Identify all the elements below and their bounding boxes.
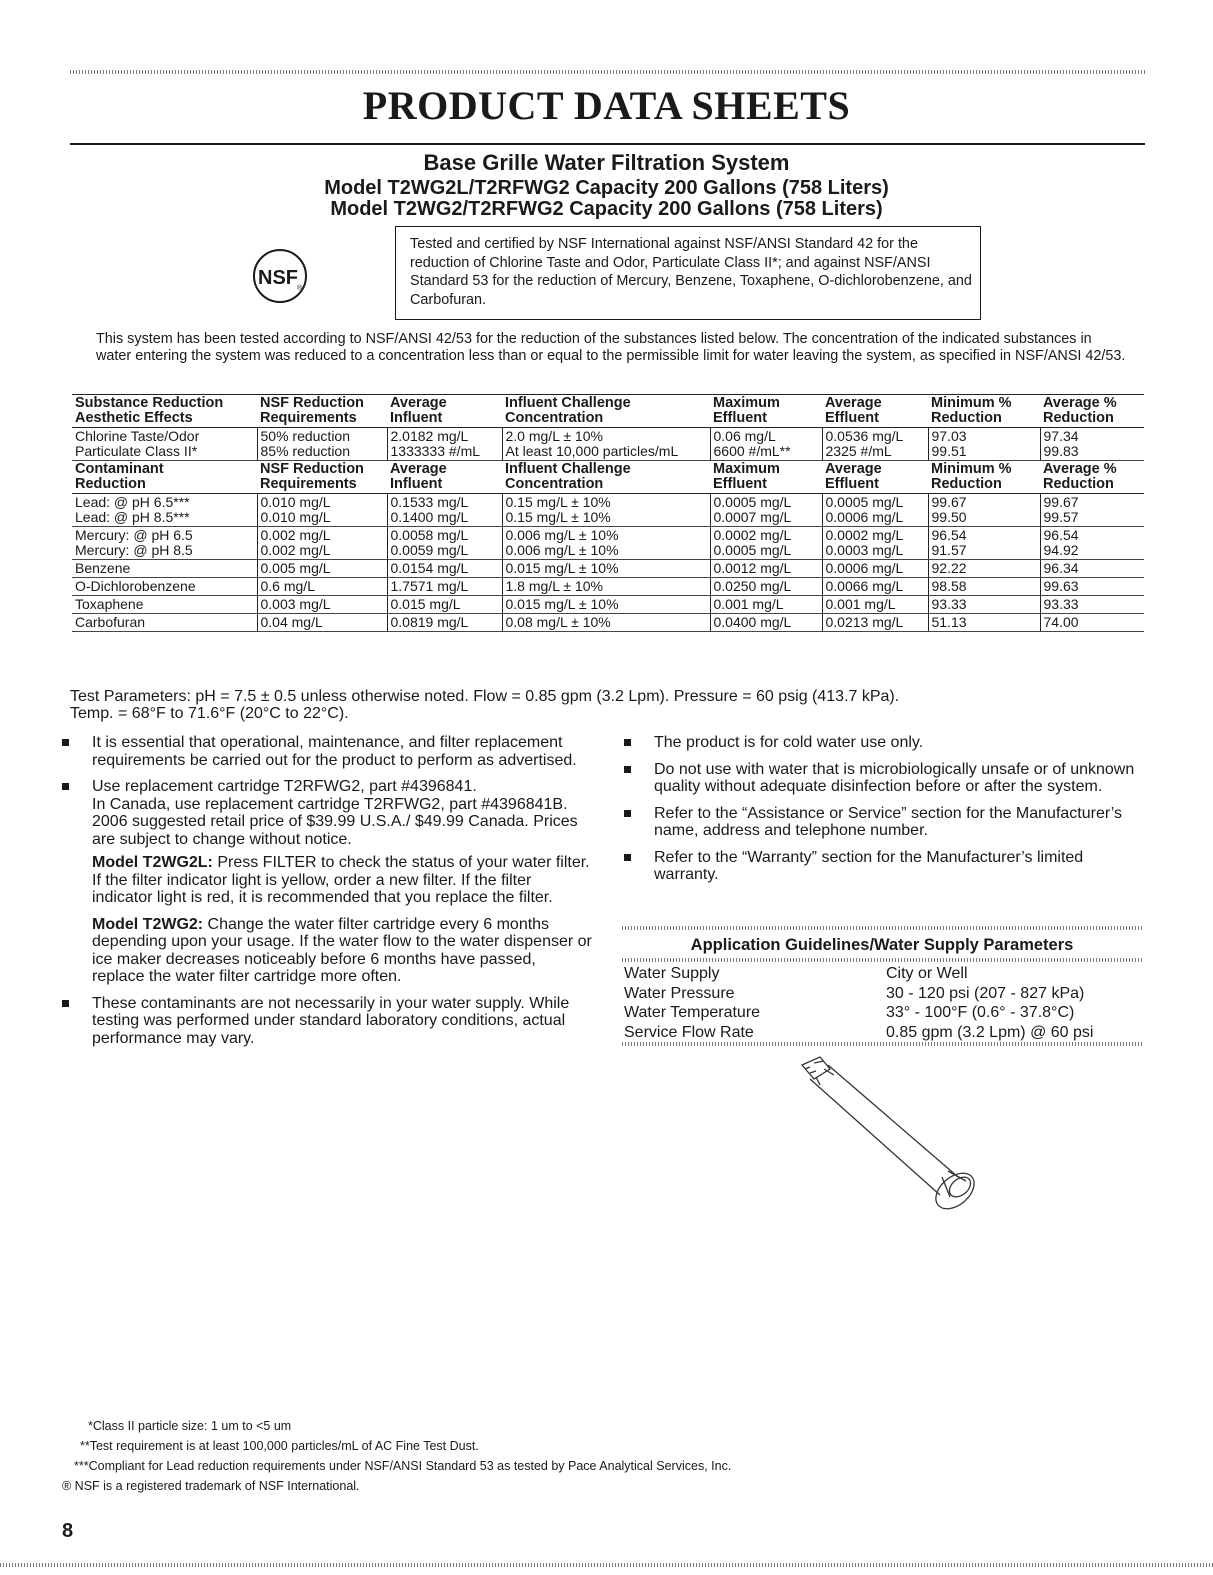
table-cell: 0.0005 mg/L 0.0006 mg/L bbox=[822, 494, 928, 527]
table-cell: 0.002 mg/L 0.002 mg/L bbox=[257, 527, 387, 560]
bottom-dotted-border bbox=[0, 1563, 1213, 1567]
table-cell: Carbofuran bbox=[72, 614, 257, 632]
table-cell: 74.00 bbox=[1040, 614, 1144, 632]
column-header: Maximum Effluent bbox=[710, 461, 822, 494]
test-parameters-line-1: Test Parameters: pH = 7.5 ± 0.5 unless otherwise noted. Flow = 0.85 gpm (3.2 Lpm). Pressure = 60 psig (413.7 kPa). bbox=[70, 688, 900, 705]
table-cell: 0.0058 mg/L 0.0059 mg/L bbox=[387, 527, 502, 560]
table-cell: 0.0250 mg/L bbox=[710, 578, 822, 596]
table-cell: 0.04 mg/L bbox=[257, 614, 387, 632]
table-row bbox=[72, 428, 1144, 461]
table-cell: 0.001 mg/L bbox=[822, 596, 928, 614]
table-cell: 97.34 99.83 bbox=[1040, 428, 1144, 461]
table-row bbox=[72, 527, 1144, 560]
aesthetic-header-row bbox=[72, 395, 1144, 428]
left-column bbox=[62, 734, 592, 1056]
table-cell: 0.1533 mg/L 0.1400 mg/L bbox=[387, 494, 502, 527]
bullet-square-icon bbox=[624, 739, 631, 746]
column-header: Average % Reduction bbox=[1040, 461, 1144, 494]
table-row bbox=[72, 614, 1144, 632]
column-header: Maximum Effluent bbox=[710, 395, 822, 428]
table-cell: 97.03 99.51 bbox=[928, 428, 1040, 461]
column-header: Contaminant Reduction bbox=[72, 461, 257, 494]
table-cell: 0.0002 mg/L 0.0005 mg/L bbox=[710, 527, 822, 560]
page-number: 8 bbox=[62, 1520, 74, 1542]
bullet-microbiological: Do not use with water that is microbiologically unsafe or of unknown quality without adequate disinfection before or after the system. bbox=[624, 761, 1144, 796]
column-header: Influent Challenge Concentration bbox=[502, 461, 710, 494]
guideline-row: Water Supply City or Well bbox=[624, 965, 968, 982]
bullet-square-icon bbox=[624, 854, 631, 861]
table-cell: 96.34 bbox=[1040, 560, 1144, 578]
table-cell: 99.63 bbox=[1040, 578, 1144, 596]
table-row bbox=[72, 578, 1144, 596]
app-dotted-bottom bbox=[622, 1042, 1144, 1046]
table-cell: 0.08 mg/L ± 10% bbox=[502, 614, 710, 632]
model-line-1: Model T2WG2L/T2RFWG2 Capacity 200 Gallons (758 Liters) bbox=[324, 177, 889, 199]
bullet-square-icon bbox=[62, 739, 69, 746]
table-cell: 98.58 bbox=[928, 578, 1040, 596]
footnotes bbox=[62, 1416, 731, 1496]
table-cell: 2.0 mg/L ± 10% At least 10,000 particles/mL bbox=[502, 428, 710, 461]
footnote: ***Compliant for Lead reduction requirements under NSF/ANSI Standard 53 as tested by Pace Analytical Services, Inc. bbox=[74, 1459, 732, 1473]
system-title: Base Grille Water Filtration System bbox=[423, 150, 790, 175]
right-column bbox=[624, 734, 1144, 893]
svg-text:®: ® bbox=[297, 285, 303, 292]
table-cell: Toxaphene bbox=[72, 596, 257, 614]
contaminant-body bbox=[72, 494, 1144, 632]
bullet-square-icon bbox=[624, 766, 631, 773]
bullet-square-icon bbox=[62, 1000, 69, 1007]
application-guidelines-title: Application Guidelines/Water Supply Parameters bbox=[690, 936, 1074, 954]
table-cell: 1.7571 mg/L bbox=[387, 578, 502, 596]
bullet-square-icon bbox=[624, 810, 631, 817]
model-t2wg2-note: Model T2WG2: Change the water filter cartridge every 6 months depending upon your usage. If the water flow to the water dispenser or ice maker decreases noticeably before 6 months have passed, replace the water filter cartridge more often. bbox=[92, 915, 592, 985]
table-cell: 2.0182 mg/L 1333333 #/mL bbox=[387, 428, 502, 461]
column-header: Average % Reduction bbox=[1040, 395, 1144, 428]
page-title: PRODUCT DATA SHEETS bbox=[362, 83, 851, 128]
table-cell: 0.003 mg/L bbox=[257, 596, 387, 614]
table-cell: 93.33 bbox=[1040, 596, 1144, 614]
nsf-logo-text: NSF bbox=[258, 267, 298, 289]
table-cell: 50% reduction 85% reduction bbox=[257, 428, 387, 461]
table-cell: O-Dichlorobenzene bbox=[72, 578, 257, 596]
app-dotted-mid bbox=[622, 958, 1144, 962]
table-cell: Chlorine Taste/Odor Particulate Class II* bbox=[72, 428, 257, 461]
table-row bbox=[72, 494, 1144, 527]
table-cell: 0.0213 mg/L bbox=[822, 614, 928, 632]
footnote: *Class II particle size: 1 um to <5 um bbox=[88, 1419, 292, 1433]
aesthetic-body bbox=[72, 428, 1144, 461]
column-header: Average Influent bbox=[387, 461, 502, 494]
certification-box: Tested and certified by NSF International against NSF/ANSI Standard 42 for the reduction of Chlorine Taste and Odor, Particulate Class II*; and against NSF/ANSI Standard 53 for the reduction of Mercury, Benzene, Toxaphene, O-dichlorobenzene, and Carbofuran. bbox=[395, 226, 981, 320]
footnote: **Test requirement is at least 100,000 particles/mL of AC Fine Test Dust. bbox=[80, 1439, 479, 1453]
table-cell: 0.6 mg/L bbox=[257, 578, 387, 596]
model-t2wg2l-note: Model T2WG2L: Press FILTER to check the status of your water filter. If the filter indicator light is yellow, order a new filter. If the filter indicator light is red, it is recommended that you replace the filter. bbox=[92, 854, 590, 906]
table-cell: 1.8 mg/L ± 10% bbox=[502, 578, 710, 596]
bullet-contaminants: These contaminants are not necessarily in your water supply. While testing was performed under standard laboratory conditions, actual performance may vary. bbox=[62, 995, 592, 1048]
table-cell: 0.0066 mg/L bbox=[822, 578, 928, 596]
column-header: Average Effluent bbox=[822, 461, 928, 494]
top-dotted-border bbox=[70, 70, 1145, 74]
table-cell: 99.67 99.50 bbox=[928, 494, 1040, 527]
table-cell: 0.015 mg/L bbox=[387, 596, 502, 614]
title-rule bbox=[70, 143, 1145, 145]
bullet-assistance: Refer to the “Assistance or Service” section for the Manufacturer’s name, address and telephone number. bbox=[624, 805, 1144, 840]
performance-data-table bbox=[72, 394, 1144, 632]
filter-cartridge-illustration bbox=[780, 1055, 990, 1215]
table-cell: 0.0006 mg/L bbox=[822, 560, 928, 578]
bullet-maintenance: It is essential that operational, maintenance, and filter replacement requirements be carried out for the product to perform as advertised. bbox=[62, 734, 592, 769]
guideline-row: Service Flow Rate 0.85 gpm (3.2 Lpm) @ 60 psi bbox=[624, 1023, 1094, 1041]
guideline-row: Water Temperature 33° - 100°F (0.6° - 37.8°C) bbox=[624, 1004, 1075, 1021]
table-cell: 96.54 94.92 bbox=[1040, 527, 1144, 560]
test-parameters-line-2: Temp. = 68°F to 71.6°F (20°C to 22°C). bbox=[70, 705, 349, 722]
bullet-replacement: Use replacement cartridge T2RFWG2, part #4396841. In Canada, use replacement cartridge T2RFWG2, part #4396841B. 2006 suggested retail price of $39.99 U.S.A./ $49.99 Canada. Prices are subject to change without notice. bbox=[62, 778, 592, 848]
table-cell: Mercury: @ pH 6.5 Mercury: @ pH 8.5 bbox=[72, 527, 257, 560]
table-cell: 0.0400 mg/L bbox=[710, 614, 822, 632]
table-cell: 93.33 bbox=[928, 596, 1040, 614]
table-cell: 0.06 mg/L 6600 #/mL** bbox=[710, 428, 822, 461]
table-cell: Lead: @ pH 6.5*** Lead: @ pH 8.5*** bbox=[72, 494, 257, 527]
table-cell: 51.13 bbox=[928, 614, 1040, 632]
contaminant-header-row bbox=[72, 461, 1144, 494]
nsf-logo bbox=[252, 248, 308, 304]
table-cell: 96.54 91.57 bbox=[928, 527, 1040, 560]
column-header: Average Influent bbox=[387, 395, 502, 428]
guideline-row: Water Pressure 30 - 120 psi (207 - 827 kPa) bbox=[624, 984, 1085, 1002]
column-header: Minimum % Reduction bbox=[928, 461, 1040, 494]
table-row bbox=[72, 596, 1144, 614]
table-cell: 0.15 mg/L ± 10% 0.15 mg/L ± 10% bbox=[502, 494, 710, 527]
test-parameters bbox=[70, 688, 1150, 722]
column-header: NSF Reduction Requirements bbox=[257, 395, 387, 428]
table-cell: 0.015 mg/L ± 10% bbox=[502, 596, 710, 614]
table-cell: 92.22 bbox=[928, 560, 1040, 578]
table-row bbox=[72, 560, 1144, 578]
table-cell: 0.0005 mg/L 0.0007 mg/L bbox=[710, 494, 822, 527]
table-cell: 0.005 mg/L bbox=[257, 560, 387, 578]
bullet-cold-water: The product is for cold water use only. bbox=[624, 734, 1144, 752]
table-cell: 0.015 mg/L ± 10% bbox=[502, 560, 710, 578]
table-cell: 99.67 99.57 bbox=[1040, 494, 1144, 527]
table-cell: 0.0154 mg/L bbox=[387, 560, 502, 578]
column-header: Substance Reduction Aesthetic Effects bbox=[72, 395, 257, 428]
table-cell: 0.010 mg/L 0.010 mg/L bbox=[257, 494, 387, 527]
table-cell: 0.0536 mg/L 2325 #/mL bbox=[822, 428, 928, 461]
column-header: Influent Challenge Concentration bbox=[502, 395, 710, 428]
bullet-square-icon bbox=[62, 783, 69, 790]
footnote: ® NSF is a registered trademark of NSF International. bbox=[62, 1479, 360, 1493]
table-cell: 0.006 mg/L ± 10% 0.006 mg/L ± 10% bbox=[502, 527, 710, 560]
intro-paragraph: This system has been tested according to NSF/ANSI 42/53 for the reduction of the substances listed below. The concentration of the indicated substances in water entering the system was reduced to a concentration less than or equal to the permissible limit for water leaving the system, as specified in NSF/ANSI 42/53. bbox=[96, 331, 1126, 364]
table-cell: 0.001 mg/L bbox=[710, 596, 822, 614]
table-cell: Benzene bbox=[72, 560, 257, 578]
column-header: NSF Reduction Requirements bbox=[257, 461, 387, 494]
model-line-2: Model T2WG2/T2RFWG2 Capacity 200 Gallons (758 Liters) bbox=[330, 198, 883, 220]
table-cell: 0.0002 mg/L 0.0003 mg/L bbox=[822, 527, 928, 560]
table-cell: 0.0012 mg/L bbox=[710, 560, 822, 578]
app-dotted-top bbox=[622, 926, 1144, 930]
bullet-warranty: Refer to the “Warranty” section for the Manufacturer’s limited warranty. bbox=[624, 849, 1144, 884]
table-cell: 0.0819 mg/L bbox=[387, 614, 502, 632]
application-guidelines-table bbox=[624, 964, 1144, 1042]
column-header: Average Effluent bbox=[822, 395, 928, 428]
column-header: Minimum % Reduction bbox=[928, 395, 1040, 428]
